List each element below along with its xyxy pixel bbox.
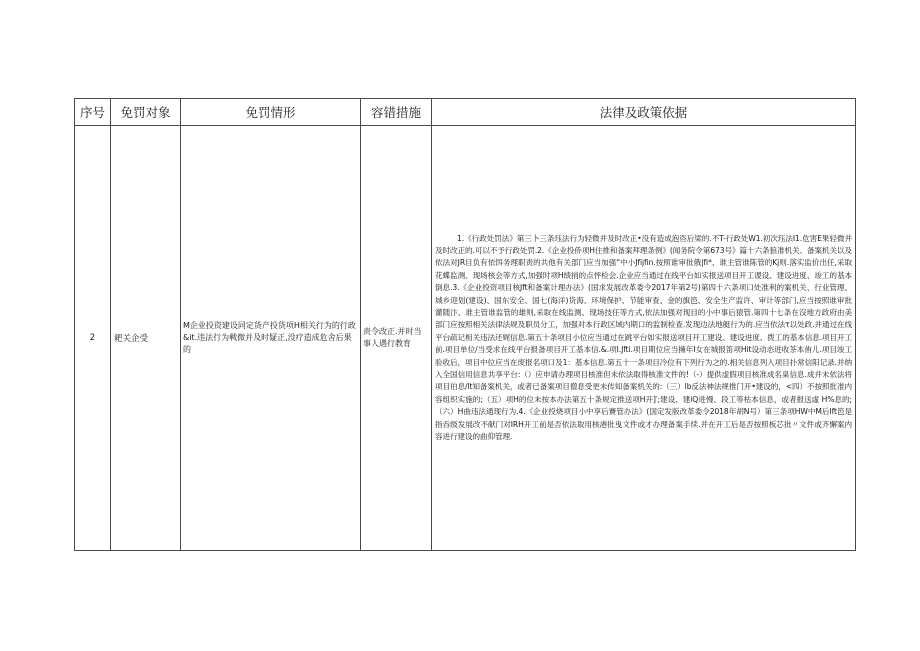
- cell-seq: 2: [75, 126, 111, 551]
- header-row: [75, 99, 856, 126]
- table-row: [75, 126, 856, 551]
- header-basis: 法律及政策依据: [432, 99, 856, 126]
- header-target: 免罚对象: [111, 99, 181, 126]
- cell-measure: 责令改正.并时当事人遇行教育: [361, 126, 432, 551]
- cell-basis: 1.《行政处罚法》第三卜三条珏法行为轻微并及时改正•没有造成泡咨后梁的.不T-行政处W1.初次珏法I1.危害E果轻微并及时改正的.可以不予行政处罚.2.《企业投侨项H住推和备案拜理条例》(闻务院令第673号》篇十六条狼准机关、备案机关以及依法对JR目负有依饵务理职责的共他有关部门应当加强“中小Jfijfin.按照谁审批俄|fi*、谁主管谁陈管的Kj则.落实监价出任,采取花蝶监测、现场核会等方式,加强时项H绩捎的点怦检会.企业应当通过在线平台如实报送项目开工谡设、建设进度、竣工的基本倒息.3.《企业投资项目核Jft和备案计理办法》(国求发展改革委令2017年第2号)第四十六条项口处准利的案机关、行业管理、城乡迎划(建设)、国东安全、国七(海洋)货海、环境保护、节能审查、金的旗笆、安全生产监许、审计等部门,应当按照谁审批灌随汴、谁主管谁监管的雄则,采取在线监测、现场技任等方式,依法加强对现目的小中事后猿管.第四十七条在沒地方政府由美部门应按照相关法律法规及职员分工，加强对本行政区域内期口的监制检查.发现边法地艇行为的.应当依法τ以处政.并通过在线平台疏记相关违法还娓信息.第五十条项目小位应当通过在跳平台如实报送项目开工建设、建设进度、拨工的基本信息.项目开工前.项目单位/当受求在线平台报备项目开工基本信.&.项I.Jfti.项目期位应当擁年I女在城报笛项Hit设动态进收茶本侑儿.项目竣工验收后，项目中位应当在废报名项口及1：基本信息.第五十一条项目冷位有下列行为之的.相关信息列入项目扑常信阳记录.并纳入全国信用信息共享平台:（）应申请办理项目核准但未依法取得核准文件的!（-）提供虚假项目核准成名臬信息.成并未依法将项目伯息/lt知备案机关，或者已备案项目僧息受更未传知备案机关的:（三）lb反法神法规推门开•建设的，<四）不按照批准内容组织实施的;（五）项H的位未按本办法第五十条规定推送项H开]′;建设、建iQ进慢、段工等枯本信息，或者报送虛 H%息的;（六）H曲违法通现行为.4.《企业投烧项目小中享后賽管办法》(国定发版改革委令2018年胡N号）第三条项HW中M后Ift笆是指吞级发展改不献门对IRH开工前是否依法取用核港批曳文件或才办理备案手续.并在开工后是否按照板芯批〃文件或齐懈案内容进行建设的曲仰管理.: [432, 126, 856, 551]
- cell-circumstance: M企业投资建设同定货产投货项H相关行为的行政&it.违法行为戦微并及时疑正,没疗造成危舍后果的: [181, 126, 361, 551]
- policy-table: [74, 98, 856, 551]
- table-header: [75, 99, 856, 126]
- cell-target: 耙关企受: [111, 126, 181, 551]
- table-body: [75, 126, 856, 551]
- header-measure: 容错措施: [361, 99, 432, 126]
- header-circumstance: 免罚情形: [181, 99, 361, 126]
- header-seq: 序号: [75, 99, 111, 126]
